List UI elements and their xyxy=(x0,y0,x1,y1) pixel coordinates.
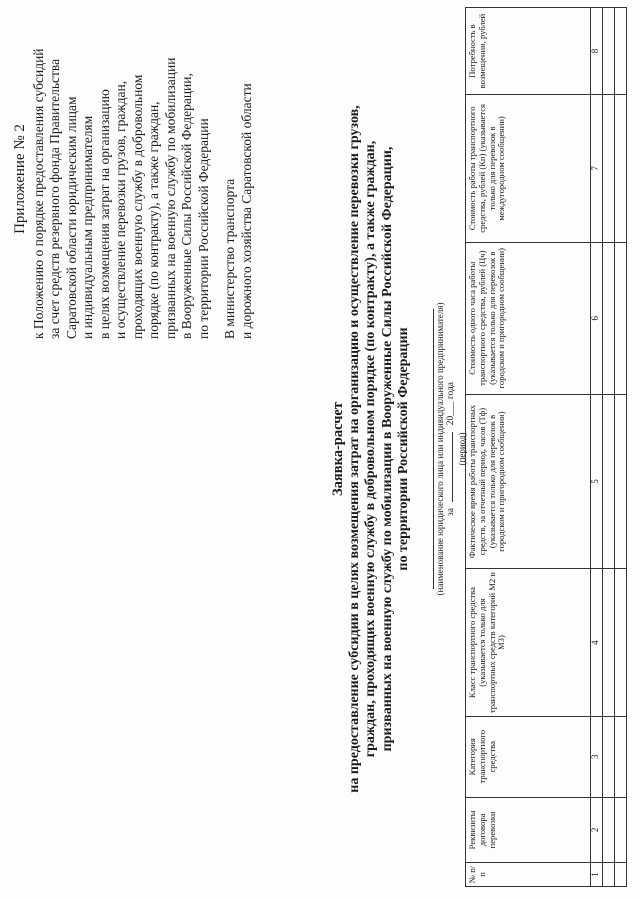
column-number: 2 xyxy=(591,797,603,862)
table-cell xyxy=(603,862,615,886)
appendix-block xyxy=(12,19,255,339)
period-prefix: за xyxy=(446,508,456,517)
header-cell: Фактическое время работы транспортных средств, за отчетный период, часов (Тф) (указывается только для перевозок в городском и пригородном сообщении) xyxy=(466,394,591,569)
header-cell: Реквизиты договора перевозки xyxy=(466,797,591,862)
appendix-line: призванных на военную службу по мобилизации xyxy=(162,57,178,339)
document-title: Заявка-расчет xyxy=(330,402,346,496)
table-cell xyxy=(603,797,615,862)
applicant-name-line xyxy=(432,309,434,589)
table-cell xyxy=(615,8,627,95)
header-cell: Потребность в возмещении, рублей xyxy=(466,8,591,95)
appendix-line: к Положению о порядке предоставления субсидий xyxy=(30,48,46,339)
addressee-line: В министерство транспорта xyxy=(222,178,237,339)
table-cell xyxy=(603,95,615,243)
table-cell xyxy=(603,569,615,716)
appendix-line: Саратовской области юридическим лицам xyxy=(63,96,79,339)
appendix-line: в целях возмещения затрат на организацию xyxy=(96,89,112,339)
heading-line: по территории Российской Федерации xyxy=(396,327,411,571)
calculation-table xyxy=(465,7,627,887)
heading-line: на предоставление субсидии в целях возмещения затрат на организацию и осуществление перевозки грузов, xyxy=(346,105,362,793)
header-cell: Категория транспортного средства xyxy=(466,716,591,797)
column-number: 3 xyxy=(591,716,603,797)
column-number: 5 xyxy=(591,394,603,569)
year-suffix: года xyxy=(446,381,456,400)
addressee-line: и дорожного хозяйства Саратовской области xyxy=(238,83,254,339)
header-cell: Стоимость одного часа работы транспортного средства, рублей (Цч) (указывается только для перевозок в городском и пригородном сообщении) xyxy=(466,242,591,394)
column-number: 4 xyxy=(591,569,603,716)
table-row xyxy=(603,8,615,887)
appendix-line: порядке (по контракту), а также граждан, xyxy=(146,101,161,339)
table-cell xyxy=(603,8,615,95)
column-number: 6 xyxy=(591,242,603,394)
appendix-line: за счет средств резервного фонда Правительства xyxy=(47,58,62,339)
table-cell xyxy=(615,95,627,243)
column-number-row xyxy=(591,8,603,887)
header-cell: Класс транспортного средства (указывается только для транспортных средств категорий М2 и М3) xyxy=(466,569,591,716)
table-cell xyxy=(615,394,627,569)
table-row xyxy=(615,8,627,887)
year-prefix: 20 xyxy=(446,415,456,426)
table-cell xyxy=(603,716,615,797)
document-heading xyxy=(330,39,413,859)
table-cell xyxy=(603,242,615,394)
period-row: за 20___ года xyxy=(446,381,456,517)
appendix-line: и осуществление перевозки грузов, граждан, xyxy=(113,80,128,339)
table-header-row xyxy=(466,8,591,887)
column-number: 7 xyxy=(591,95,603,243)
period-hint: (период) xyxy=(457,432,467,466)
period-blank xyxy=(452,432,453,502)
header-cell: № п/п xyxy=(466,862,591,886)
appendix-line: проходящих военную службу в добровольном xyxy=(129,74,145,339)
table-cell xyxy=(615,242,627,394)
appendix-title: Приложение № 2 xyxy=(12,124,28,234)
table-cell xyxy=(615,797,627,862)
appendix-line: и индивидуальным предпринимателям xyxy=(80,115,95,339)
table-cell xyxy=(603,394,615,569)
heading-line: граждан, проходящих военную службу в добровольном порядке (по контракту), а также граждан, xyxy=(363,140,378,758)
appendix-line: по территории Российской Федерации xyxy=(195,118,211,339)
column-number: 8 xyxy=(591,8,603,95)
applicant-name-hint: (наименование юридического лица или индивидуального предпринимателя) xyxy=(435,302,445,596)
table-cell xyxy=(615,716,627,797)
heading-line: призванных на военную службу по мобилизации в Вооруженные Силы Российской Федерации, xyxy=(379,146,395,752)
appendix-line: в Вооруженные Силы Российской Федерации, xyxy=(179,73,194,339)
table-cell xyxy=(615,862,627,886)
header-cell: Стоимость работы транспортного средства, рублей (Кп) (указывается только для перевозок в междугородном сообщении) xyxy=(466,95,591,243)
applicant-caption xyxy=(432,299,468,599)
column-number: 1 xyxy=(591,862,603,886)
table-cell xyxy=(615,569,627,716)
